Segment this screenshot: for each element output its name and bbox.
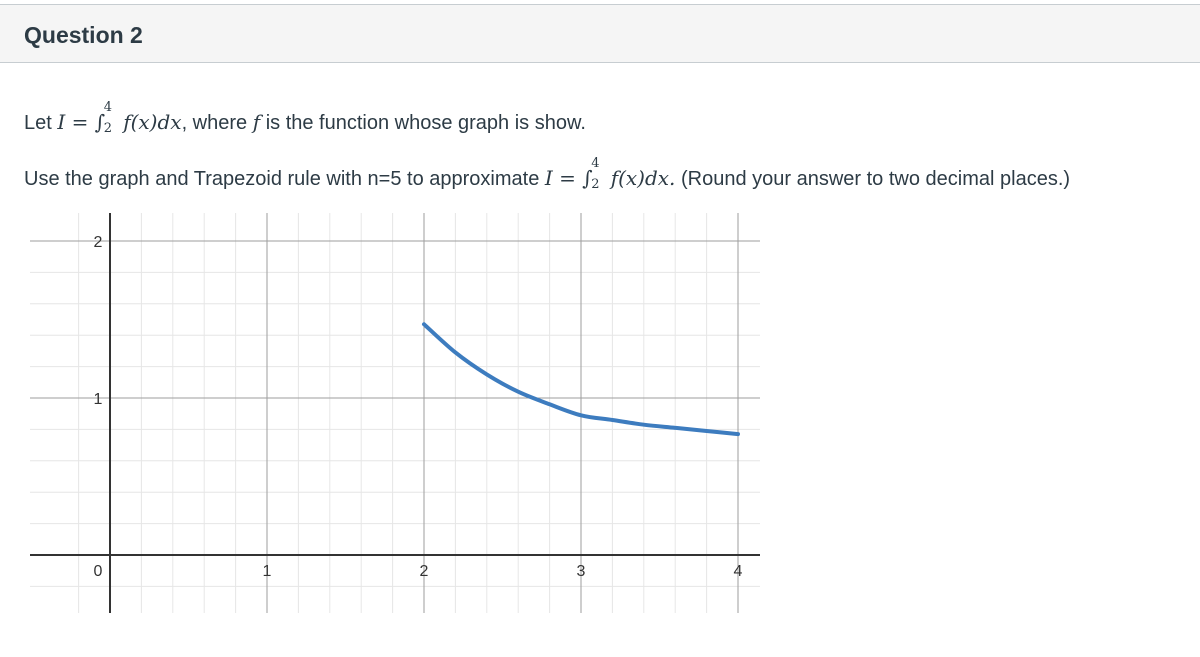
- line1-f: f: [252, 110, 261, 134]
- function-graph: [0, 205, 770, 620]
- graph-axes: [30, 213, 760, 613]
- line1-integral-expression: [57, 100, 182, 136]
- graph-minor-grid: [30, 213, 760, 613]
- x-tick-label: 2: [419, 563, 429, 580]
- question-header: [0, 4, 1200, 63]
- line1-suffix-b: is the function whose graph is show.: [265, 112, 586, 134]
- line2-integral-expression: [544, 156, 676, 192]
- line1-integral-sign: ∫ 4 2: [94, 100, 113, 136]
- line1-prefix: Let: [24, 112, 52, 134]
- line2-upper-bound: 4: [591, 156, 600, 171]
- x-tick-label: 4: [733, 563, 743, 580]
- line1-var: I: [57, 110, 66, 134]
- question-line-2: [24, 156, 1071, 192]
- line2-integral-sign: ∫ 4 2: [582, 156, 600, 192]
- origin-label: 0: [93, 563, 103, 580]
- line2-suffix: (Round your answer to two decimal places.): [680, 168, 1071, 190]
- line2-var: I: [544, 166, 553, 190]
- line2-lower-bound: 2: [591, 177, 600, 192]
- question-line-1: [24, 100, 586, 136]
- y-tick-label: 2: [93, 234, 103, 251]
- x-tick-label: 1: [262, 563, 272, 580]
- line2-prefix: Use the graph and Trapezoid rule with n=5 to approximate: [24, 168, 540, 190]
- line2-equals: =: [559, 166, 576, 190]
- line1-upper-bound: 4: [103, 100, 113, 115]
- line1-equals: =: [71, 110, 89, 134]
- x-tick-label: 3: [576, 563, 586, 580]
- graph-ticks: [94, 234, 743, 580]
- question-title: Question 2: [24, 22, 143, 48]
- line1-integrand: f(x)dx: [123, 110, 182, 134]
- line2-integrand: f(x)dx.: [610, 166, 676, 190]
- line1-lower-bound: 2: [103, 121, 113, 136]
- y-tick-label: 1: [93, 391, 103, 408]
- line1-suffix-a: , where: [181, 112, 248, 134]
- graph-major-grid: [30, 213, 760, 613]
